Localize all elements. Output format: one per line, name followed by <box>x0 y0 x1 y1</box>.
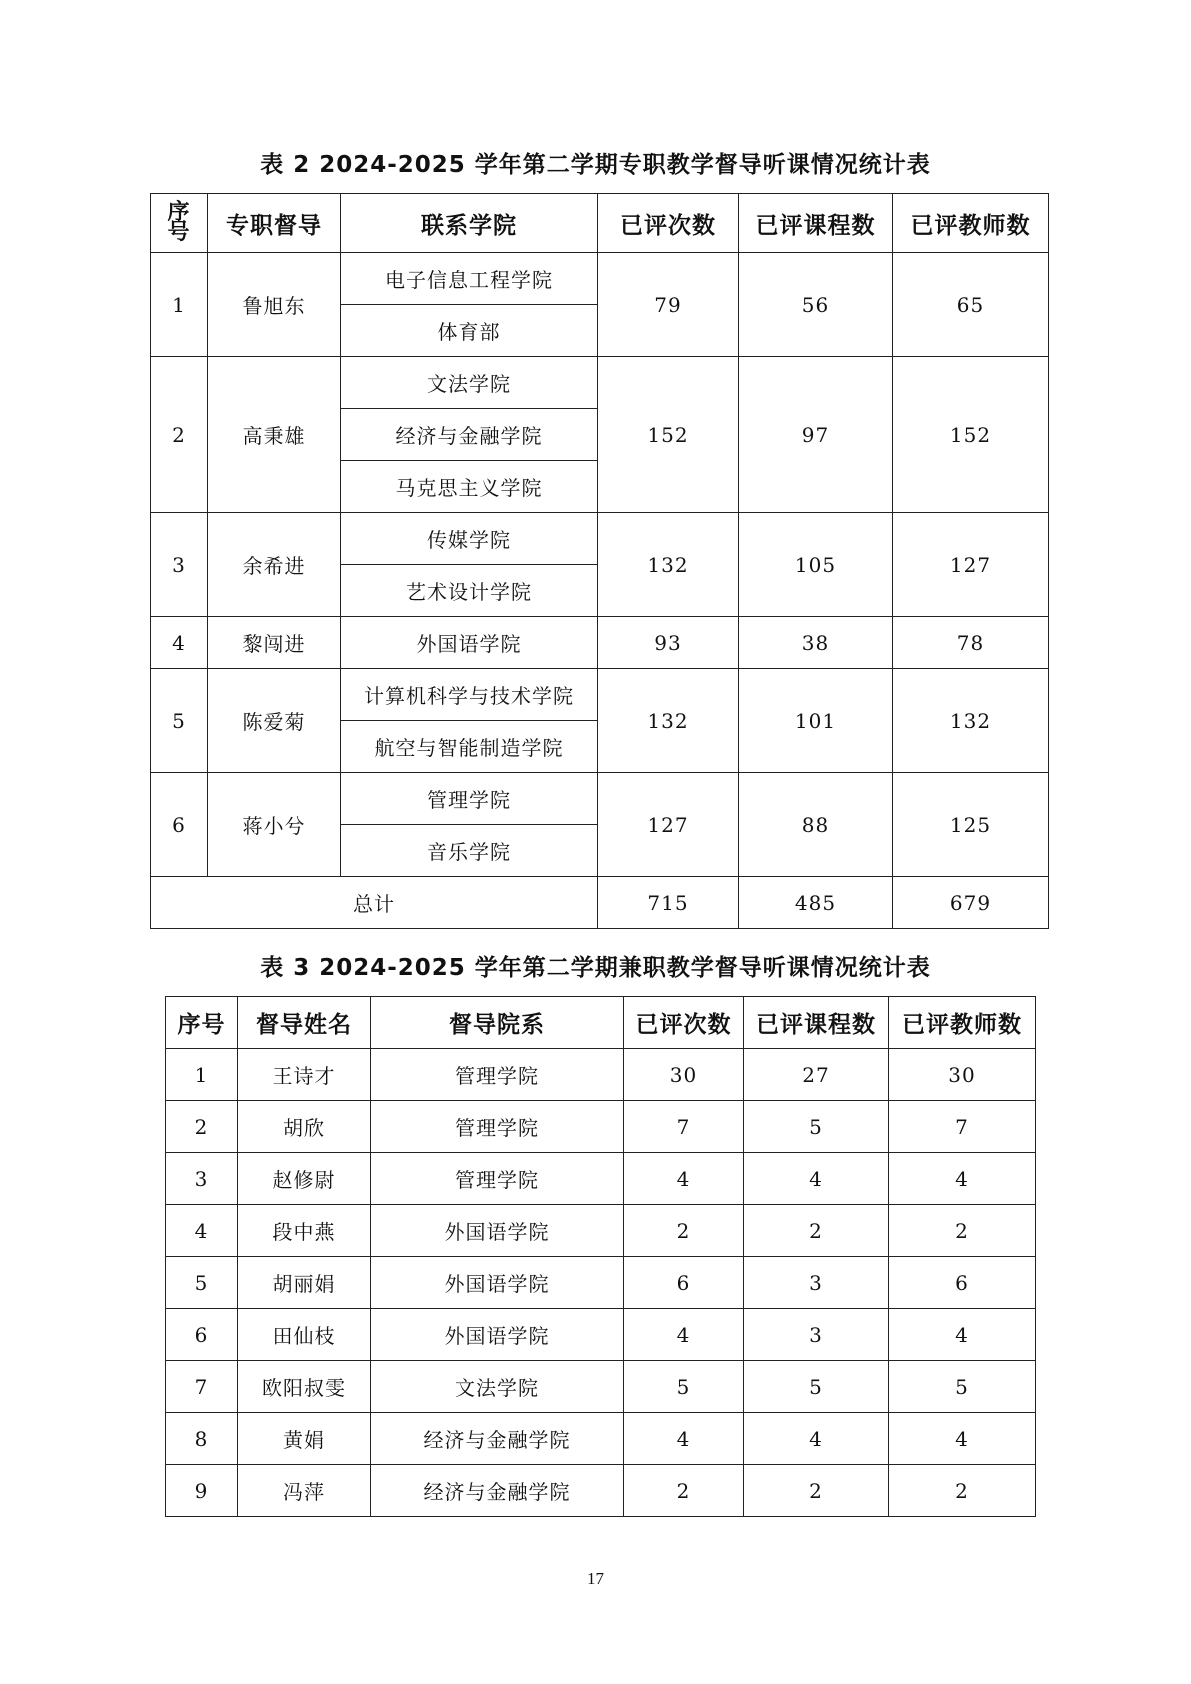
table2-body <box>151 253 1049 877</box>
row-seq: 4 <box>166 1205 238 1257</box>
header-seq: 序号 <box>166 997 238 1049</box>
row-college: 马克思主义学院 <box>341 461 598 513</box>
row-supervisor-name: 王诗才 <box>238 1049 371 1101</box>
row-college: 外国语学院 <box>341 617 598 669</box>
header-teachers: 已评教师数 <box>893 194 1049 253</box>
total-teachers: 679 <box>893 877 1049 929</box>
row-reviews: 152 <box>598 357 739 513</box>
row-supervisor-name: 黎闯进 <box>208 617 341 669</box>
row-courses: 88 <box>739 773 893 877</box>
row-college: 音乐学院 <box>341 825 598 877</box>
row-supervisor-name: 鲁旭东 <box>208 253 341 357</box>
row-supervisor-name: 冯萍 <box>238 1465 371 1517</box>
table3-body <box>166 1049 1036 1517</box>
row-courses: 38 <box>739 617 893 669</box>
row-dept: 管理学院 <box>371 1101 624 1153</box>
row-teachers: 6 <box>889 1257 1036 1309</box>
header-seq-line1: 序 <box>167 200 191 225</box>
total-row <box>151 877 1049 929</box>
table2-caption: 表 2 2024-2025 学年第二学期专职教学督导听课情况统计表 <box>260 152 931 178</box>
row-seq: 9 <box>166 1465 238 1517</box>
row-teachers: 7 <box>889 1101 1036 1153</box>
header-name: 督导姓名 <box>238 997 371 1049</box>
total-courses: 485 <box>739 877 893 929</box>
row-seq: 3 <box>151 513 208 617</box>
row-dept: 管理学院 <box>371 1153 624 1205</box>
header-courses: 已评课程数 <box>739 194 893 253</box>
row-seq: 4 <box>151 617 208 669</box>
row-courses: 4 <box>744 1413 889 1465</box>
header-seq <box>151 194 208 253</box>
table-row <box>166 1153 1036 1205</box>
row-dept: 经济与金融学院 <box>371 1413 624 1465</box>
row-seq: 1 <box>166 1049 238 1101</box>
row-teachers: 5 <box>889 1361 1036 1413</box>
row-college: 艺术设计学院 <box>341 565 598 617</box>
parttime-supervisor-table <box>165 996 1036 1517</box>
row-courses: 97 <box>739 357 893 513</box>
row-reviews: 7 <box>624 1101 744 1153</box>
row-dept: 外国语学院 <box>371 1257 624 1309</box>
row-supervisor-name: 田仙枝 <box>238 1309 371 1361</box>
row-college: 体育部 <box>341 305 598 357</box>
total-reviews: 715 <box>598 877 739 929</box>
table-row <box>166 1465 1036 1517</box>
row-dept: 经济与金融学院 <box>371 1465 624 1517</box>
row-reviews: 30 <box>624 1049 744 1101</box>
row-courses: 101 <box>739 669 893 773</box>
table-row <box>166 1049 1036 1101</box>
row-college: 传媒学院 <box>341 513 598 565</box>
row-teachers: 4 <box>889 1153 1036 1205</box>
total-label: 总计 <box>151 877 598 929</box>
table-row <box>151 669 1049 721</box>
table-row <box>151 357 1049 409</box>
table-row <box>166 1413 1036 1465</box>
header-college: 联系学院 <box>341 194 598 253</box>
row-seq: 1 <box>151 253 208 357</box>
row-reviews: 127 <box>598 773 739 877</box>
header-supervisor: 专职督导 <box>208 194 341 253</box>
row-seq: 3 <box>166 1153 238 1205</box>
row-supervisor-name: 陈爱菊 <box>208 669 341 773</box>
row-college: 电子信息工程学院 <box>341 253 598 305</box>
row-courses: 3 <box>744 1257 889 1309</box>
table-row <box>166 1361 1036 1413</box>
fulltime-supervisor-table <box>150 193 1049 929</box>
table-header-row <box>151 194 1049 253</box>
row-reviews: 4 <box>624 1309 744 1361</box>
table-header-row <box>166 997 1036 1049</box>
table-row <box>166 1309 1036 1361</box>
row-reviews: 5 <box>624 1361 744 1413</box>
table-row <box>166 1257 1036 1309</box>
row-dept: 管理学院 <box>371 1049 624 1101</box>
row-courses: 2 <box>744 1205 889 1257</box>
row-teachers: 4 <box>889 1309 1036 1361</box>
row-supervisor-name: 黄娟 <box>238 1413 371 1465</box>
row-reviews: 132 <box>598 513 739 617</box>
row-teachers: 2 <box>889 1465 1036 1517</box>
row-courses: 27 <box>744 1049 889 1101</box>
row-seq: 5 <box>166 1257 238 1309</box>
row-seq: 5 <box>151 669 208 773</box>
row-seq: 6 <box>151 773 208 877</box>
row-supervisor-name: 胡欣 <box>238 1101 371 1153</box>
row-teachers: 125 <box>893 773 1049 877</box>
row-teachers: 65 <box>893 253 1049 357</box>
table-row <box>151 253 1049 305</box>
row-college: 文法学院 <box>341 357 598 409</box>
row-seq: 7 <box>166 1361 238 1413</box>
row-supervisor-name: 段中燕 <box>238 1205 371 1257</box>
row-teachers: 132 <box>893 669 1049 773</box>
row-supervisor-name: 蒋小兮 <box>208 773 341 877</box>
row-seq: 6 <box>166 1309 238 1361</box>
page-number: 17 <box>587 1569 604 1588</box>
row-seq: 8 <box>166 1413 238 1465</box>
row-dept: 外国语学院 <box>371 1205 624 1257</box>
row-teachers: 4 <box>889 1413 1036 1465</box>
row-reviews: 93 <box>598 617 739 669</box>
row-dept: 外国语学院 <box>371 1309 624 1361</box>
table3-caption: 表 3 2024-2025 学年第二学期兼职教学督导听课情况统计表 <box>260 955 931 981</box>
row-college: 计算机科学与技术学院 <box>341 669 598 721</box>
row-courses: 5 <box>744 1101 889 1153</box>
row-teachers: 2 <box>889 1205 1036 1257</box>
row-supervisor-name: 余希进 <box>208 513 341 617</box>
row-teachers: 78 <box>893 617 1049 669</box>
table-row <box>151 513 1049 565</box>
row-supervisor-name: 高秉雄 <box>208 357 341 513</box>
row-seq: 2 <box>151 357 208 513</box>
header-dept: 督导院系 <box>371 997 624 1049</box>
table-row <box>166 1101 1036 1153</box>
row-teachers: 30 <box>889 1049 1036 1101</box>
row-teachers: 127 <box>893 513 1049 617</box>
table-row <box>151 773 1049 825</box>
row-teachers: 152 <box>893 357 1049 513</box>
row-courses: 2 <box>744 1465 889 1517</box>
row-reviews: 132 <box>598 669 739 773</box>
row-reviews: 4 <box>624 1153 744 1205</box>
header-courses: 已评课程数 <box>744 997 889 1049</box>
row-college: 经济与金融学院 <box>341 409 598 461</box>
header-seq-line2: 号 <box>167 220 191 245</box>
row-college: 航空与智能制造学院 <box>341 721 598 773</box>
row-seq: 2 <box>166 1101 238 1153</box>
row-reviews: 79 <box>598 253 739 357</box>
table-row <box>166 1205 1036 1257</box>
table-row <box>151 617 1049 669</box>
row-courses: 4 <box>744 1153 889 1205</box>
header-teachers: 已评教师数 <box>889 997 1036 1049</box>
row-courses: 3 <box>744 1309 889 1361</box>
row-courses: 56 <box>739 253 893 357</box>
header-reviews: 已评次数 <box>598 194 739 253</box>
row-dept: 文法学院 <box>371 1361 624 1413</box>
row-supervisor-name: 赵修尉 <box>238 1153 371 1205</box>
row-courses: 5 <box>744 1361 889 1413</box>
row-reviews: 2 <box>624 1205 744 1257</box>
row-reviews: 6 <box>624 1257 744 1309</box>
row-courses: 105 <box>739 513 893 617</box>
row-college: 管理学院 <box>341 773 598 825</box>
row-reviews: 4 <box>624 1413 744 1465</box>
row-reviews: 2 <box>624 1465 744 1517</box>
header-reviews: 已评次数 <box>624 997 744 1049</box>
row-supervisor-name: 欧阳叔雯 <box>238 1361 371 1413</box>
row-supervisor-name: 胡丽娟 <box>238 1257 371 1309</box>
